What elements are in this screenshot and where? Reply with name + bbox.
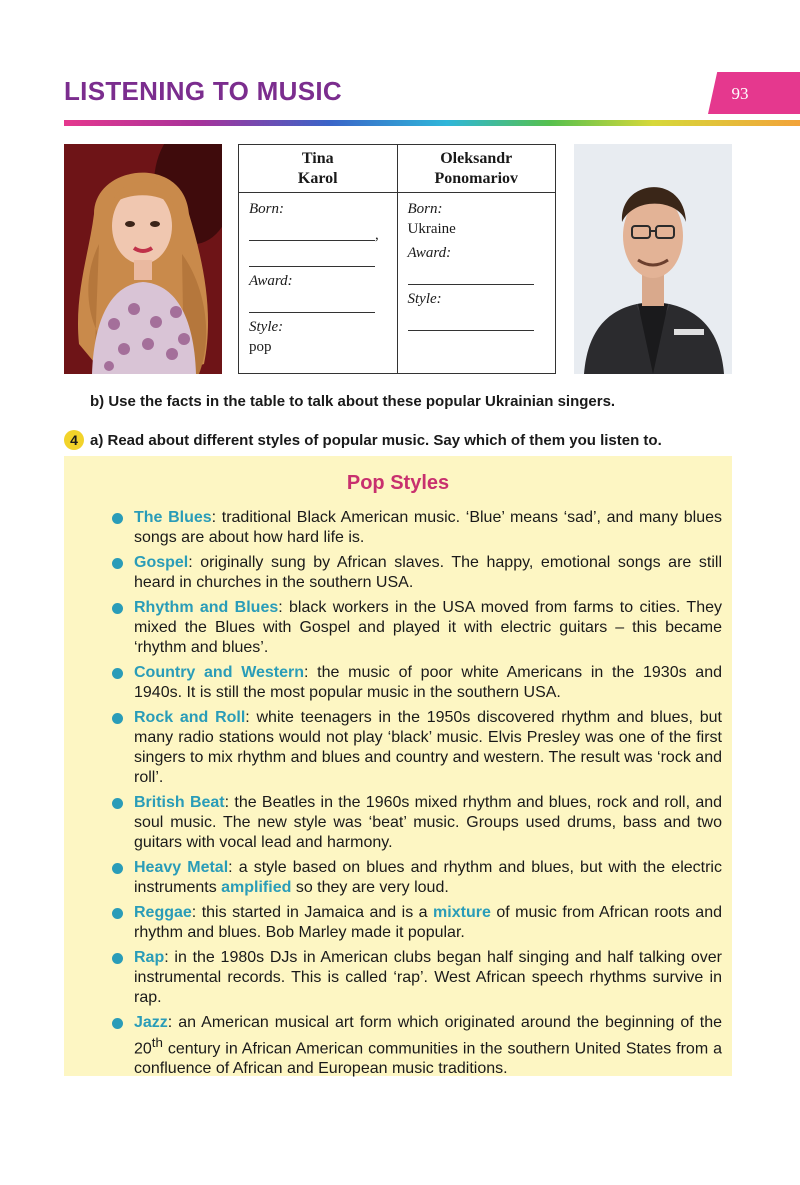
list-item (108, 948, 722, 1008)
born-value: Ukraine (407, 221, 456, 237)
vocab-highlight: amplified (221, 879, 292, 896)
style-term: Country and Western (134, 664, 305, 681)
style-value: pop (249, 339, 272, 355)
header-line: Ponomariov (434, 169, 519, 187)
bullet-icon (112, 1018, 123, 1029)
style-description: : in the 1980s DJs in American clubs began half singing and half talking over instrumental records. This is called ‘rap’. West African speech rhythms survive in rap. (134, 949, 722, 1006)
header-line: Tina (301, 149, 334, 167)
bullet-icon (112, 713, 123, 724)
photo-oleksandr-ponomariov (574, 144, 732, 374)
header-line: Karol (297, 169, 338, 187)
comma: , (375, 227, 379, 243)
blank-line (408, 309, 534, 331)
born-label: Born: (249, 201, 284, 217)
page-title: LISTENING TO MUSIC (64, 76, 342, 106)
superscript: th (151, 1035, 163, 1050)
table-header-tina-karol (239, 145, 398, 193)
style-description: : the music of poor white Americans in the 1930s and 1940s. It is still the most popular music in the southern USA. (134, 664, 722, 701)
style-term: Gospel (134, 554, 189, 571)
bullet-icon (112, 798, 123, 809)
pop-styles-title: Pop Styles (346, 472, 450, 494)
style-label: Style: (407, 291, 442, 307)
portrait-illustration (64, 144, 222, 374)
pop-styles-list (108, 508, 722, 1084)
style-description: of music from African roots and rhythm and blues. Bob Marley made it popular. (134, 904, 723, 941)
list-item (108, 553, 722, 593)
style-description: : white teenagers in the 1950s discovered rhythm and blues, but many radio stations would not play ‘black’ music. Elvis Presley was one of the first singers to mix rhythm and blues and country and western. The result was ‘rock and roll’. (134, 709, 722, 786)
photo-tina-karol (64, 144, 222, 374)
style-term: Rhythm and Blues (134, 599, 279, 616)
oleksandr-ponomariov-facts (397, 193, 556, 374)
instruction-b: b) Use the facts in the table to talk about these popular Ukrainian singers. (90, 393, 616, 410)
facts-table (238, 144, 556, 374)
blank-line (249, 219, 375, 241)
list-item (108, 598, 722, 658)
bullet-icon (112, 513, 123, 524)
pop-styles-box (64, 456, 732, 1076)
rainbow-divider (64, 120, 800, 126)
exercise-number-badge: 4 (64, 430, 84, 450)
style-term: Rap (134, 949, 165, 966)
born-label: Born: (407, 201, 443, 217)
style-description: : a style based on blues and rhythm and blues, but with the electric instruments (134, 859, 722, 896)
style-term: Jazz (134, 1014, 168, 1031)
bullet-icon (112, 863, 123, 874)
style-description: : the Beatles in the 1960s mixed rhythm and blues, rock and roll, and soul music. The new style was ‘beat’ music. Groups used drums, bass and two guitars with vocal lead and harmony. (134, 794, 723, 851)
table-header-oleksandr-ponomariov (397, 145, 556, 193)
bullet-icon (112, 908, 123, 919)
bullet-icon (112, 558, 123, 569)
page-number: 93 (731, 84, 749, 103)
style-term: The Blues (134, 509, 212, 526)
list-item (108, 663, 722, 703)
portrait-illustration (574, 144, 732, 374)
style-description: so they are very loud. (291, 879, 449, 896)
award-label: Award: (407, 245, 452, 261)
style-term: Reggae (134, 904, 192, 921)
list-item (108, 858, 722, 898)
bullet-icon (112, 603, 123, 614)
header-line: Oleksandr (440, 149, 513, 167)
award-label: Award: (249, 273, 293, 289)
list-item (108, 1013, 722, 1079)
list-item (108, 903, 722, 943)
style-description: : traditional Black American music. ‘Blue’ means ‘sad’, and many blues songs are about how hard life is. (134, 509, 722, 546)
style-term: Rock and Roll (134, 709, 246, 726)
style-description: : an American musical art form which originated around the beginning of the 20 (134, 1014, 722, 1058)
style-description: century in African American communities in the southern United States from a confluence of African and European music traditions. (134, 1040, 722, 1078)
style-term: Heavy Metal (134, 859, 229, 876)
instruction-a-text: a) Read about different styles of popular music. Say which of them you listen to. (90, 431, 662, 449)
list-item (108, 708, 722, 788)
style-description: : this started in Jamaica and is a (191, 904, 434, 921)
blank-line (249, 245, 375, 267)
list-item (108, 793, 722, 853)
style-description: : black workers in the USA moved from farms to cities. They mixed the Blues with Gospel and played it with electric guitars – this became ‘rhythm and blues’. (134, 599, 722, 656)
list-item (108, 508, 722, 548)
style-label: Style: (249, 319, 284, 335)
style-description: : originally sung by African slaves. The happy, emotional songs are still heard in churches in the southern USA. (134, 554, 722, 591)
tina-karol-facts (239, 193, 398, 374)
blank-line (408, 263, 534, 285)
style-term: British Beat (134, 794, 225, 811)
vocab-highlight: mixture (433, 904, 491, 921)
blank-line (249, 291, 375, 313)
bullet-icon (112, 668, 123, 679)
bullet-icon (112, 953, 123, 964)
instruction-4a (64, 430, 662, 450)
